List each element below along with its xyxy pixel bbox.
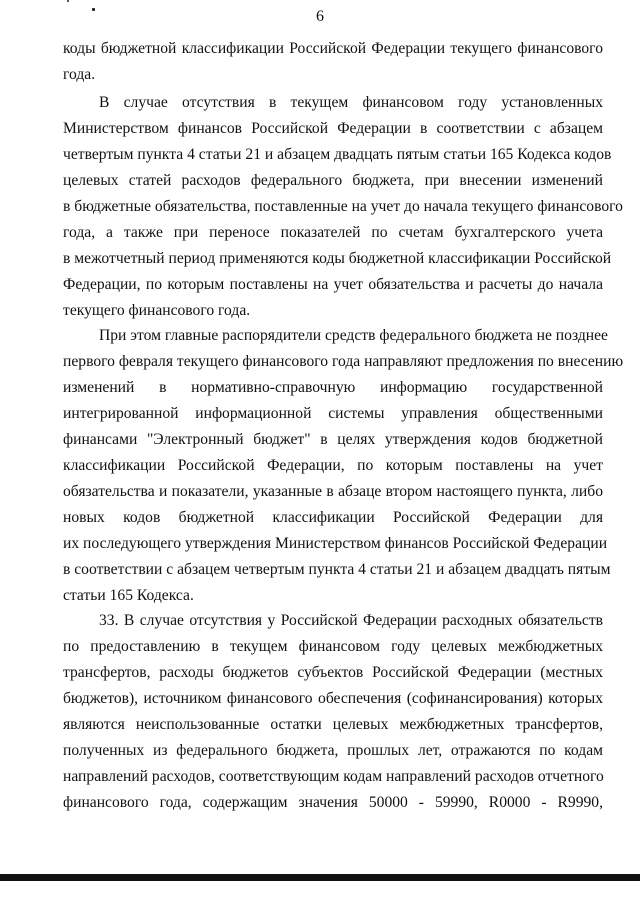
text-line: трансфертов, расходы бюджетов субъектов Российской Федерации (местных bbox=[63, 664, 603, 681]
text-line: четвертым пункта 4 статьи 21 и абзацем двадцать пятым статьи 165 Кодекса кодов bbox=[63, 146, 612, 163]
paragraph bbox=[63, 90, 623, 324]
text-line: по предоставлению в текущем финансовом году целевых межбюджетных bbox=[63, 638, 603, 655]
text-line: полученных из федерального бюджета, прошлых лет, отражаются по кодам bbox=[63, 742, 603, 759]
text-line: их последующего утверждения Министерством финансов Российской Федерации bbox=[63, 535, 608, 552]
text-line: статьи 165 Кодекса. bbox=[63, 587, 194, 604]
text-line: целевых статей расходов федерального бюджета, при внесении изменений bbox=[63, 172, 603, 189]
text-line: года. bbox=[63, 66, 96, 83]
text-line: текущего финансового года. bbox=[63, 302, 251, 319]
text-line: интегрированной информационной системы управления общественными bbox=[63, 405, 603, 422]
text-line: При этом главные распорядители средств федерального бюджета не позднее bbox=[99, 327, 608, 344]
scan-speck bbox=[67, 0, 69, 2]
text-line: являются неиспользованные остатки целевых межбюджетных трансфертов, bbox=[63, 716, 603, 733]
text-line: обязательства и показатели, указанные в абзаце втором настоящего пункта, либо bbox=[63, 483, 603, 500]
text-line: Федерации, по которым поставлены на учет обязательства и расчеты до начала bbox=[63, 276, 603, 293]
text-line: в межотчетный период применяются коды бюджетной классификации Российской bbox=[63, 250, 612, 267]
text-line: В случае отсутствия в текущем финансовом году установленных bbox=[99, 94, 603, 111]
text-line: финансами "Электронный бюджет" в целях утверждения кодов бюджетной bbox=[63, 431, 603, 448]
text-line: бюджетов), источником финансового обеспечения (софинансирования) которых bbox=[63, 690, 603, 707]
text-line: 33. В случае отсутствия у Российской Федерации расходных обязательств bbox=[99, 612, 603, 629]
text-line: направлений расходов, соответствующим кодам направлений расходов отчетного bbox=[63, 768, 604, 785]
text-line: Министерством финансов Российской Федерации в соответствии с абзацем bbox=[63, 120, 603, 137]
text-line: в бюджетные обязательства, поставленные на учет до начала текущего финансового bbox=[63, 198, 623, 215]
text-line: новых кодов бюджетной классификации Российской Федерации для bbox=[63, 509, 603, 526]
text-line: коды бюджетной классификации Российской Федерации текущего финансового bbox=[63, 40, 603, 57]
paragraph bbox=[63, 323, 624, 609]
text-line: в соответствии с абзацем четвертым пункта 4 статьи 21 и абзацем двадцать пятым bbox=[63, 561, 611, 578]
text-line: года, а также при переносе показателей по счетам бухгалтерского учета bbox=[63, 224, 603, 241]
paragraph-continuation bbox=[63, 36, 603, 88]
paragraph bbox=[63, 608, 603, 816]
page-bottom-border bbox=[0, 874, 640, 881]
text-line: классификации Российской Федерации, по которым поставлены на учет bbox=[63, 457, 603, 474]
text-line: изменений в нормативно-справочную информацию государственной bbox=[63, 379, 603, 396]
text-line: финансового года, содержащим значения 50000 - 59990, R0000 - R9990, bbox=[63, 794, 603, 811]
text-line: первого февраля текущего финансового года направляют предложения по внесению bbox=[63, 353, 624, 370]
page-number: 6 bbox=[316, 8, 324, 25]
